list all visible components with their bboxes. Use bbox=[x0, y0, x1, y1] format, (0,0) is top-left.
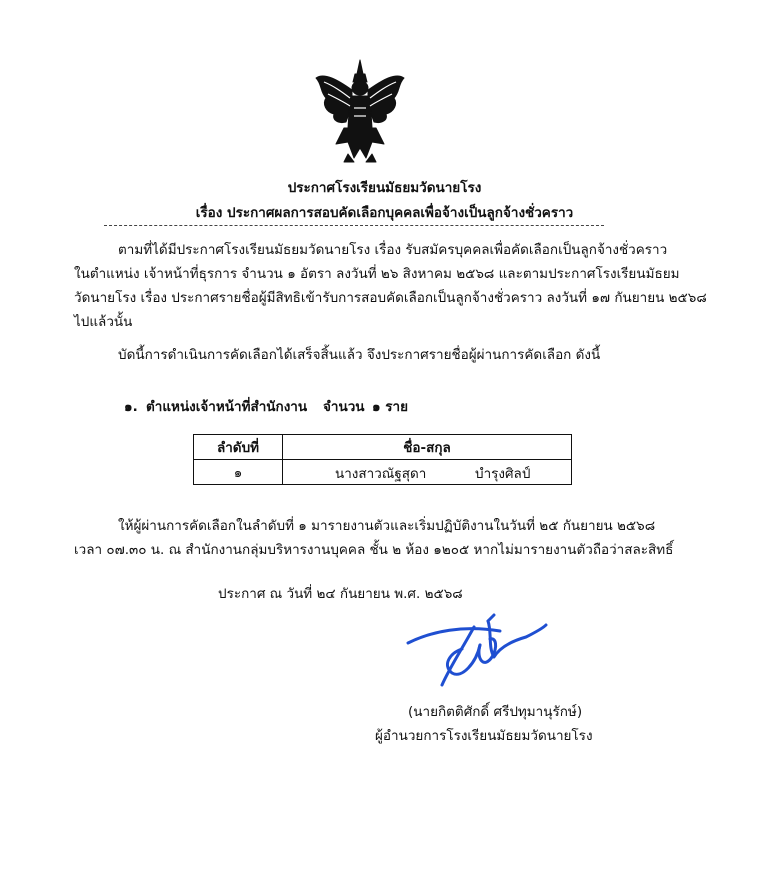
announcement-title: ประกาศโรงเรียนมัธยมวัดนายโรง bbox=[287, 180, 482, 196]
paragraph-line: ในตำแหน่ง เจ้าหน้าที่ธุรการ จำนวน ๑ อัตรา ลงวันที่ ๒๖ สิงหาคม ๒๕๖๘ และตามประกาศโรงเรียนมัธยม bbox=[74, 266, 680, 282]
paragraph-line: ตามที่ได้มีประกาศโรงเรียนมัธยมวัดนายโรง เรื่อง รับสมัครบุคคลเพื่อคัดเลือกเป็นลูกจ้างชั่วคราว bbox=[118, 242, 668, 258]
paragraph-line: วัดนายโรง เรื่อง ประกาศรายชื่อผู้มีสิทธิเข้ารับการสอบคัดเลือกเป็นลูกจ้างชั่วคราว ลงวันที่ ๑๗ กันยายน ๒๕๖๘ bbox=[74, 290, 707, 306]
table-row bbox=[194, 460, 572, 485]
instruction-line: ให้ผู้ผ่านการคัดเลือกในลำดับที่ ๑ มารายงานตัวและเริ่มปฏิบัติงานในวันที่ ๒๕ กันยายน ๒๕๖๘ bbox=[118, 518, 656, 534]
announcement-subject: เรื่อง ประกาศผลการสอบคัดเลือกบุคคลเพื่อจ้างเป็นลูกจ้างชั่วคราว bbox=[195, 205, 574, 221]
row-fullname bbox=[283, 460, 572, 485]
row-order: ๑ bbox=[194, 460, 283, 485]
table-header-row bbox=[194, 435, 572, 460]
column-header-name: ชื่อ-สกุล bbox=[283, 435, 572, 460]
paragraph-line: ไปแล้วนั้น bbox=[74, 314, 133, 330]
paragraph-line: บัดนี้การดำเนินการคัดเลือกได้เสร็จสิ้นแล้ว จึงประกาศรายชื่อผู้ผ่านการคัดเลือก ดังนี้ bbox=[118, 347, 601, 363]
signer-title: ผู้อำนวยการโรงเรียนมัธยมวัดนายโรง bbox=[375, 728, 593, 744]
garuda-emblem-icon bbox=[314, 58, 406, 164]
row-last-name: บำรุงศิลป์ bbox=[475, 466, 531, 482]
signer-name: (นายกิตติศักดิ์ ศรีปทุมานุรักษ์) bbox=[408, 704, 583, 720]
results-table bbox=[193, 434, 572, 485]
instruction-line: เวลา ๐๗.๓๐ น. ณ สำนักงานกลุ่มบริหารงานบุคคล ชั้น ๒ ห้อง ๑๒๐๕ หากไม่มารายงานตัวถือว่าสละสิทธิ์ bbox=[74, 542, 674, 558]
announce-date: ประกาศ ณ วันที่ ๒๔ กันยายน พ.ศ. ๒๕๖๘ bbox=[218, 586, 463, 602]
section-position: ตำแหน่งเจ้าหน้าที่สำนักงาน bbox=[146, 399, 308, 415]
section-number: ๑. bbox=[124, 399, 138, 415]
title-divider bbox=[104, 225, 604, 226]
signature-icon bbox=[402, 613, 548, 689]
section-count: ๑ ราย bbox=[372, 399, 409, 415]
row-first-name: นางสาวณัฐสุดา bbox=[335, 466, 427, 482]
column-header-order: ลำดับที่ bbox=[194, 435, 283, 460]
section-count-label: จำนวน bbox=[323, 399, 365, 415]
